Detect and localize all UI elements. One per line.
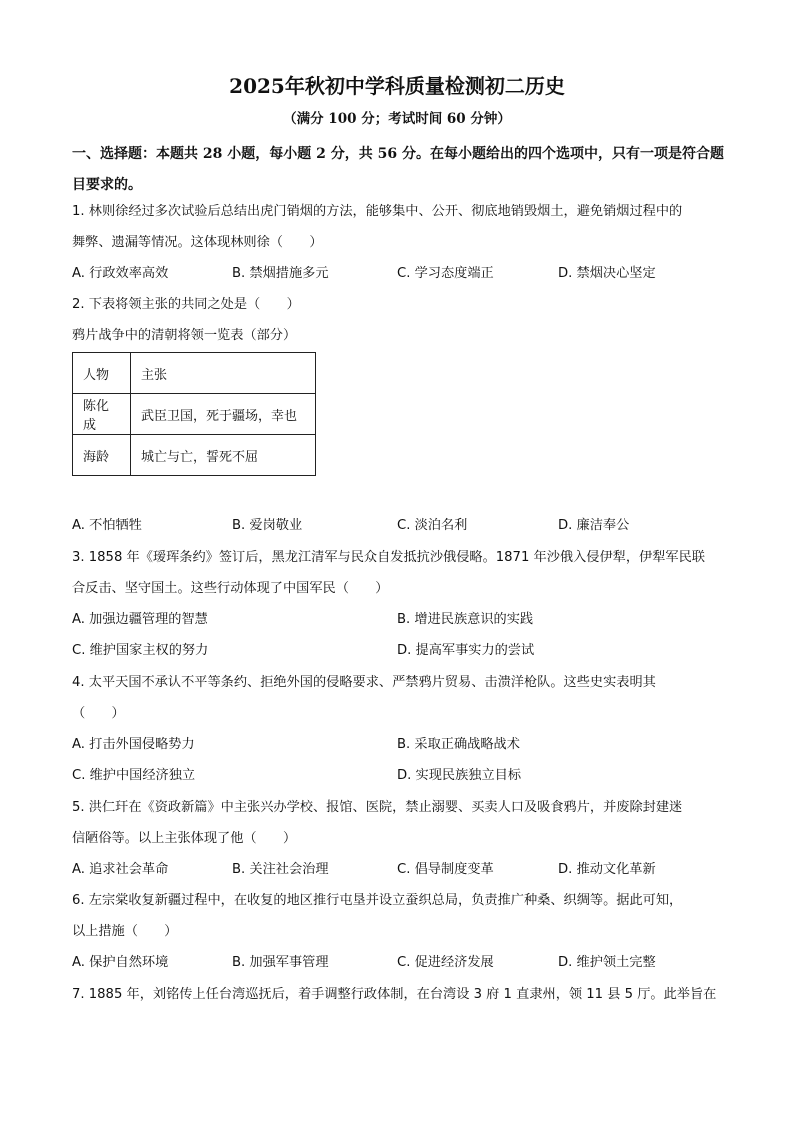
- table-row: [73, 435, 316, 476]
- question-2-option-b: B. 爱岗敬业: [232, 518, 303, 533]
- question-6-line-2: 以上措施（ ）: [72, 924, 178, 939]
- question-2-option-d: D. 廉洁奉公: [558, 518, 630, 533]
- question-4-line-1: 4. 太平天国不承认不平等条约、拒绝外国的侵略要求、严禁鸦片贸易、击溃洋枪队。这些史实表明其: [72, 675, 656, 690]
- question-2-option-c: C. 淡泊名利: [397, 518, 468, 533]
- table-cell: 城亡与亡，誓死不屈: [131, 435, 316, 476]
- question-3-option-b: B. 增进民族意识的实践: [397, 612, 534, 627]
- section-heading: 一、选择题：本题共 28 小题，每小题 2 分，共 56 分。在每小题给出的四个选项中，只有一项是符合题目要求的。: [72, 146, 724, 193]
- generals-table: [72, 352, 316, 476]
- question-6-option-d: D. 维护领土完整: [558, 955, 656, 970]
- question-2-line-1: 2. 下表将领主张的共同之处是（ ）: [72, 297, 300, 312]
- question-5-option-b: B. 关注社会治理: [232, 862, 329, 877]
- question-6-option-c: C. 促进经济发展: [397, 955, 494, 970]
- exam-info: （满分 100 分；考试时间 60 分钟）: [283, 111, 511, 127]
- question-6-line-1: 6. 左宗棠收复新疆过程中，在收复的地区推行屯垦并设立蚕织总局，负责推广种桑、织绸等。据此可知，: [72, 893, 683, 908]
- table-cell: 武臣卫国，死于疆场，幸也: [131, 394, 316, 435]
- question-1-option-c: C. 学习态度端正: [397, 266, 494, 281]
- question-1-option-d: D. 禁烟决心坚定: [558, 266, 656, 281]
- question-5-option-a: A. 追求社会革命: [72, 862, 169, 877]
- question-6-option-b: B. 加强军事管理: [232, 955, 329, 970]
- question-3-option-a: A. 加强边疆管理的智慧: [72, 612, 208, 627]
- question-5-option-d: D. 推动文化革新: [558, 862, 656, 877]
- question-4-option-d: D. 实现民族独立目标: [397, 768, 522, 783]
- table-cell: 海龄: [73, 435, 131, 476]
- question-3-option-d: D. 提高军事实力的尝试: [397, 643, 535, 658]
- question-3-option-c: C. 维护国家主权的努力: [72, 643, 209, 658]
- question-4-line-2: （ ）: [72, 706, 125, 721]
- question-4-option-c: C. 维护中国经济独立: [72, 768, 196, 783]
- question-4-option-b: B. 采取正确战略战术: [397, 737, 520, 752]
- question-4-option-a: A. 打击外国侵略势力: [72, 737, 195, 752]
- page-title: 2025年秋初中学科质量检测初二历史: [229, 74, 565, 98]
- question-3-line-2: 合反击、坚守国土。这些行动体现了中国军民（ ）: [72, 581, 389, 596]
- table-row: [73, 394, 316, 435]
- table-cell: 人物: [73, 353, 131, 394]
- question-1-option-b: B. 禁烟措施多元: [232, 266, 329, 281]
- question-7-line-1: 7. 1885 年，刘铭传上任台湾巡抚后，着手调整行政体制，在台湾设 3 府 1 直隶州，领 11 县 5 厅。此举旨在: [72, 987, 717, 1002]
- question-6-option-a: A. 保护自然环境: [72, 955, 169, 970]
- table-row: [73, 353, 316, 394]
- table-caption: 鸦片战争中的清朝将领一览表（部分）: [72, 328, 297, 343]
- table-cell: 陈化成: [73, 394, 131, 435]
- question-5-option-c: C. 倡导制度变革: [397, 862, 494, 877]
- question-3-line-1: 3. 1858 年《瑷珲条约》签订后，黑龙江清军与民众自发抵抗沙俄侵略。1871 年沙俄入侵伊犁，伊犁军民联: [72, 550, 705, 565]
- table-cell: 主张: [131, 353, 316, 394]
- question-2-option-a: A. 不怕牺牲: [72, 518, 142, 533]
- question-1-line-2: 舞弊、遗漏等情况。这体现林则徐（ ）: [72, 235, 323, 250]
- question-1-line-1: 1. 林则徐经过多次试验后总结出虎门销烟的方法，能够集中、公开、彻底地销毁烟土，避免销烟过程中的: [72, 204, 683, 219]
- question-1-option-a: A. 行政效率高效: [72, 266, 169, 281]
- question-5-line-2: 信陋俗等。以上主张体现了他（ ）: [72, 831, 297, 846]
- question-5-line-1: 5. 洪仁玕在《资政新篇》中主张兴办学校、报馆、医院，禁止溺婴、买卖人口及吸食鸦片，并废除封建迷: [72, 800, 683, 815]
